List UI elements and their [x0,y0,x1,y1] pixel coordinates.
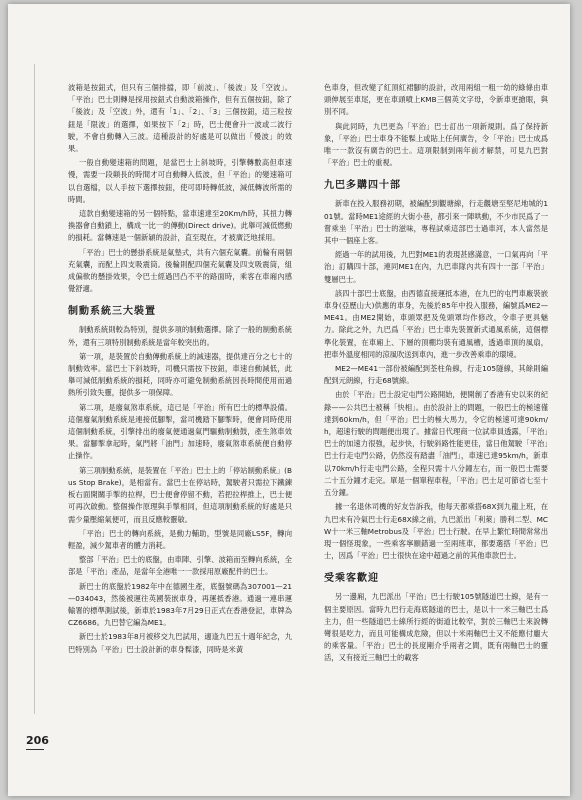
section-heading: 制動系統三大裝置 [68,306,156,318]
section-heading: 受乘客歡迎 [324,573,379,585]
paragraph: 第一項，是裝置於自動傳動系統上的減速器，提供達百分之七十的制動效率。當巴士下斜坡時，司機只需按下按鈕，車速自動減低，此舉可減低制動系統的損耗，同時亦可避免制動系統因長時間使用而過熱所引致失靈，提供多一項保障。 [68,351,292,398]
section-heading: 九巴多購四十部 [324,180,401,192]
paragraph: 據一名退休司機的好友告訴我，他每天都乘搭68X到九龍上班，在九巴未有冷氣巴士行走68X線之前，九巴派出「利萊」勝利二型、MCW十一米三軸Metrobus及「平治」巴士行駛。在早上繁忙時間常常出現一個怪現象，一些乘客寧願錯過一至兩班車，都要選搭「平治」巴士，因爲「平治」巴士很快在途中超過之前的其他車款巴士。 [324,502,548,561]
paragraph: 整部「平治」巴士的底盤，由車陣、引擎、波箱而至轉向系統，全部是「平治」產品，是當年全港唯一一款採用原廠配件的巴士。 [68,555,292,577]
paragraph: 新巴士的底盤於1982年中在德國生產，底盤號碼為307001—21—034043，然後被運往英國裝嵌車身，再運抵香港。通過一連串運輸署的標準測試後，新車於1983年7月29日正式在香港登記，車牌為CZ6686。九巴替它編為ME1。 [68,581,292,628]
paragraph: 新巴士於1983年8月被移交九巴試用，適逢九巴五十週年紀念，九巴特別為「平治」巴士設計新的車身髹漆，同時是米黃 [68,632,292,654]
page-number-rule [26,749,44,750]
right-column [324,82,548,667]
paragraph: 這款自動變速箱的另一個特點，當車速達至20Km/h時，其扭力轉換器會自動鎖上，構成一比一的傳動(Direct drive)。此舉可減低燃動的損耗。當轉速是一個新穎的設計，直至現在，才被廣泛地採用。 [68,209,292,243]
paragraph: 第三項制動系統，是裝置在「平治」巴士上的「停站制動系統」(Bus Stop Brake)，是相當有。當巴士在停站時，駕駛者只需拉下鐵鍊板右面開關手掣的拉桿，巴士便會停留不動，若把拉桿推上，巴士便可再次啟動。整個操作原理與手掣相同，但這項制動系統的好處是只需少量壓縮氣便可，而且反應較靈敏。 [68,465,292,524]
margin-rule [34,64,35,714]
document-page [8,4,570,796]
page-number [26,734,49,747]
paragraph: 經過一年的試用後，九巴對ME1的表現甚感滿意，一口氣再向「平治」訂購四十部，連同ME1在內，九巴車隊內共有四十一部「平治」雙層巴士。 [324,250,548,284]
paragraph: 色車身，但改變了紅頂紅裙腳的設計，改用兩組一粗一幼的綠條由車頭伸展至車尾，更在車頭噴上KMB三個英文字母，令新車更搶眼，與別不同。 [324,83,548,117]
paragraph: 另一邊廂，九巴派出「平治」巴士行駛105號隧道巴士線，是有一個主要原因。當時九巴行走海底隧道的巴士，是以十一米三軸巴士爲主力，但一些隧道巴士線所行經的街道比較窄，對於三軸巴士來說轉彎很是吃力，而且可能構成危險，但以十米兩軸巴士又不能應付龐大的乘客量。「平治」巴士的長度剛介乎兩者之間，既有兩軸巴士的靈活，又有接近三軸巴士的載客 [324,592,548,663]
paragraph: 「平治」巴士的懸掛系統是氣墊式，共有六個充氣囊。前輪有兩個充氣囊，而配上四支吸震筒。後輪則配四個充氣囊及四支吸震筒，組成偏軟的懸掛效果，令巴士經過凹凸不平的路面時，乘客在車廂內感覺舒適。 [68,247,292,294]
paragraph: 制動系統則較為特別，提供多項的制動選擇。除了一般的制動系統外，還有三項特別制動系統是當年較突出的。 [68,325,292,347]
paragraph: 一般自動變速箱的問題，是當巴士上斜坡時，引擎轉數高但車速慢，需要一段顛長的時間才可自動轉入低波，但「平治」的變速箱可以自選檔，以人手按下選擇按鈕，使可即時轉低波，減低轉波所需的時間。 [68,158,292,204]
paragraph: 波箱是按鈕式，但只有三個排擋，即「前波」、「後波」及「空波」。「平治」巴士則轉是採用按鈕式自動波箱操作，但有五個按鈕，除了「後波」及「空波」外，還有「1」、「2」、「3」三個按鈕，這三粒按鈕是「限波」的選擇，如果按下「2」時，巴士便會升一波或二波行駛，不會自動轉入三波。這種設計的好處是可以做出「慢波」的效果。 [68,83,292,154]
paragraph: ME2—ME41一部份被編配到荃柱角線，行走105隧線，其餘則編配到元朗線，行走68號線。 [324,364,548,386]
page-number-text: 206 [26,734,49,747]
paragraph: 「平治」巴士的轉向系統，是動力輔助，型號是同廠LS5F，轉向輕盈，減少駕車者的體力消耗。 [68,528,292,550]
paragraph: 該四十部巴士底盤，由西德直接運抵本港，在九巴的屯門車廠裝嵌車身(亞歷山大)供應的車身，先後於85年中投入服務，編號爲ME2—ME41。由ME2開始，車頭眾把及兔頭罩均作修改，令車子更具魅力。除此之外，九巴爲「平治」巴士車先裝置新式通風系統，這個標準化裝置，在車廂上、下層的頂棚均裝有通風槽，透過車頂的風扇，把車外溫度相同的涼風吹送到車內，進一步改善乘車的環境。 [324,288,548,359]
paragraph: 由於「平治」巴士設定屯門公路開始，便開創了香港有史以來的紀錄——公共巴士被稱「快相」。由於設計上的問題，一般巴士的極速僅達到60km/h，但「平治」巴士的極大馬力，令它的極速可達90km/h，超速行駛的問題便出現了。據當日代理商一位試車員透露，「平治」巴士的加速力很強，起步快，行駛斜路性能更佳，當日他駕駛「平治」巴士行走屯門公路，仍然沒有踏盡「油門」，車速已達95km/h，新車以70km/h行走屯門公路，全程只需十八分鐘左右，而一般巴士需要二十五分鐘才走完。單是一個單程車程，「平治」巴士足可節省七至十五分鐘。 [324,390,548,498]
left-column [68,82,292,658]
paragraph: 新車在投入服務初期，被編配到觀塘線，行走觀塘至堅尼地城的101號。當時ME1途經的大街小巷，都引來一陣哄動，不少市民爲了一嘗乘坐「平治」巴士的滋味，專程試乘這部巴士過車河，本人當然是其中一個座上客。 [324,199,548,246]
paragraph: 第二項，是廢氣煞車系統，這已是「平治」所有巴士的標準設備。這個廢氣制動系統是連接低腳掣，當司機踏下腳掣時，便會同時使用這個制動系統，引擎排出的廢氣便通過氣門驅動制動鼓，產生煞車效果。當腳掣拿起時，氣門將「油門」加速時，廢氣煞車系統便自動停止操作。 [68,402,292,461]
paragraph: 與此同時，九巴更為「平治」巴士訂出一項新規則。爲了保持新象，「平治」巴士車身不能髹上或貼上任何廣告，令「平治」巴士成爲唯一一款沒有廣告的巴士。這項限制到兩年前才解禁，可見九巴對「平治」巴士的重視。 [324,121,548,168]
